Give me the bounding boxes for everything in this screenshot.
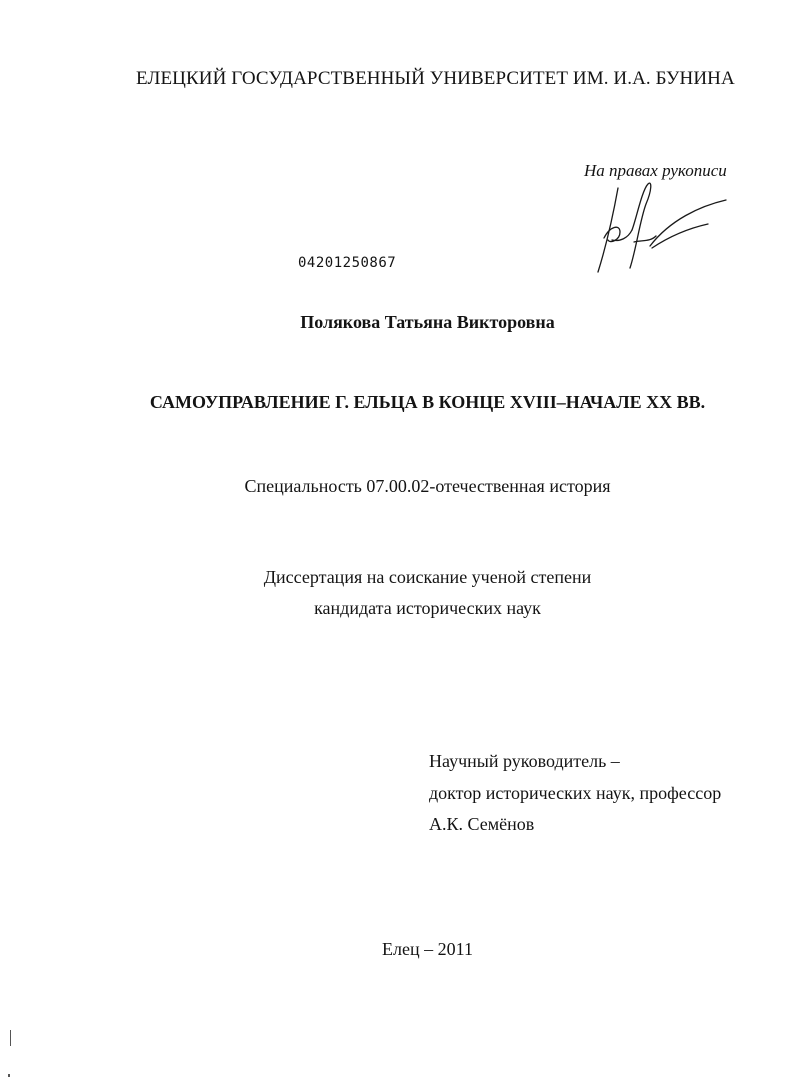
dissertation-title: САМОУПРАВЛЕНИЕ Г. ЕЛЬЦА В КОНЦЕ XVIII–НАЧАЛЕ XX ВВ. — [149, 392, 706, 412]
supervisor-degree: доктор исторических наук, профессор — [429, 783, 722, 803]
manuscript-note: На правах рукописи — [584, 161, 727, 180]
supervisor-role: Научный руководитель – — [429, 751, 620, 771]
degree-statement-line-1: Диссертация на соискание ученой степени — [263, 567, 592, 587]
handwritten-signature — [590, 180, 730, 280]
university-name: ЕЛЕЦКИЙ ГОСУДАРСТВЕННЫЙ УНИВЕРСИТЕТ ИМ. И.А. БУНИНА — [136, 68, 735, 89]
specialty: Специальность 07.00.02-отечественная история — [244, 476, 611, 496]
degree-statement-line-2: кандидата исторических наук — [314, 598, 541, 618]
place-and-year: Елец – 2011 — [382, 939, 473, 959]
registry-number: 04201250867 — [298, 255, 397, 271]
supervisor-name: А.К. Семёнов — [429, 814, 535, 834]
scan-artifact — [10, 1030, 11, 1046]
scan-artifact — [8, 1074, 10, 1077]
author-name: Полякова Татьяна Викторовна — [300, 312, 555, 332]
